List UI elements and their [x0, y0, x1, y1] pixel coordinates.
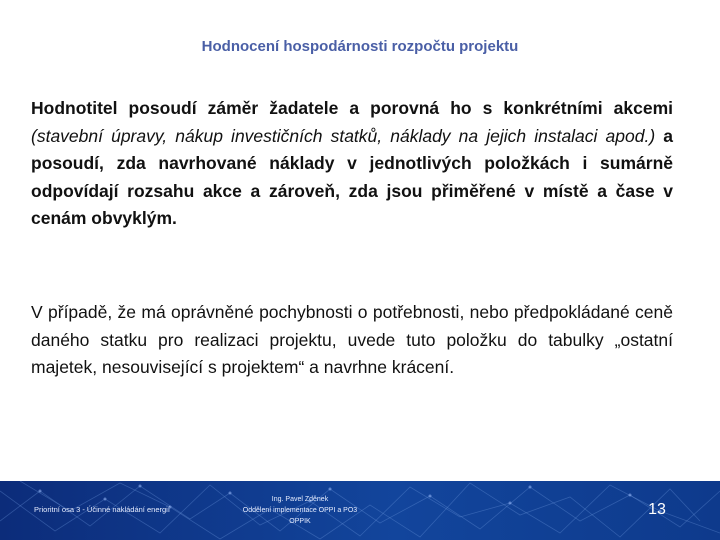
footer-program: OPPIK — [289, 518, 311, 525]
paragraph-1-bold-end: a posoudí, zda navrhované náklady v jednotlivých položkách i sumárně odpovídají rozsahu akce a zároveň, zda jsou přiměřené v místě a čase v cenám obvyklým. — [31, 125, 673, 228]
paragraph-1-italic: (stavební úpravy, nákup investičních statků, náklady na jejich instalaci apod.) — [31, 125, 656, 146]
page-number: 13 — [648, 501, 666, 518]
paragraph-1-bold-start: Hodnotitel posoudí záměr žadatele a porovná ho s konkrétními akcemi — [31, 98, 673, 118]
footer-bar — [0, 481, 720, 540]
footer-department: Oddělení implementace OPPI a PO3 — [242, 507, 358, 514]
paragraph-1 — [31, 95, 673, 233]
footer-program-text: Prioritní osa 3 - Účinné nakládání energií — [34, 505, 170, 514]
footer-author-name: Ing. Pavel Zděnek — [271, 496, 329, 503]
footer-author-block — [225, 494, 375, 527]
paragraph-2: V případě, že má oprávněné pochybnosti o potřebnosti, nebo předpokládané ceně daného statku pro realizaci projektu, uvede tuto položku do tabulky „ostatní majetek, nesouvisející s projektem“ a navrhne krácení. — [31, 302, 673, 377]
slide-title: Hodnocení hospodárnosti rozpočtu projektu — [201, 38, 519, 55]
